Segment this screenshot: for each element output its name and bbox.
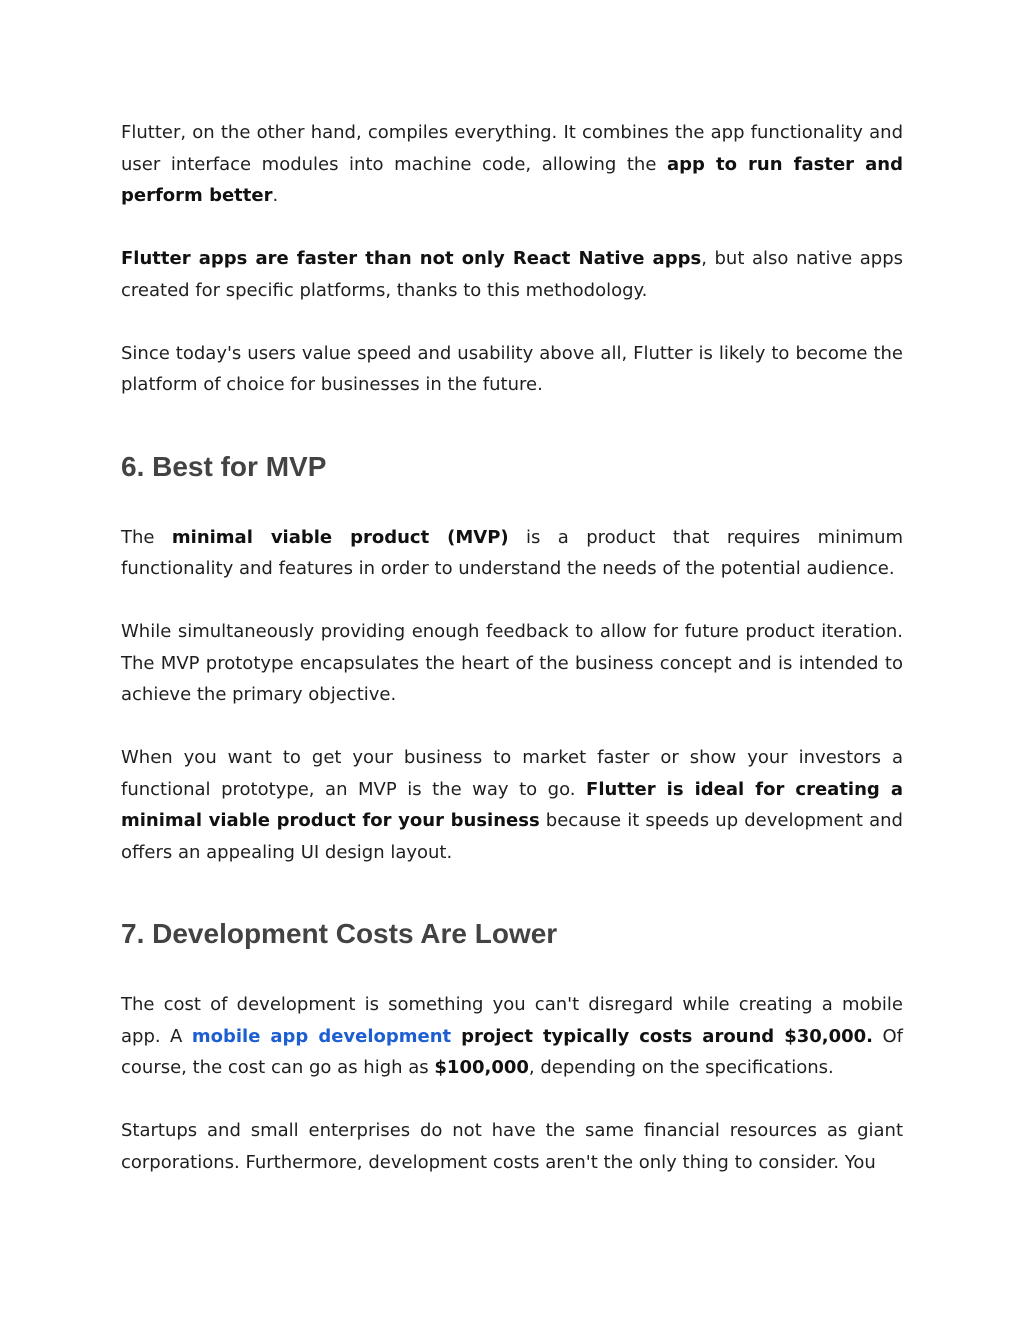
section-heading-development-costs: 7. Development Costs Are Lower: [121, 918, 558, 949]
paragraph-users-value-speed: [121, 338, 903, 401]
bold-text: project typically costs around $30,000.: [451, 1025, 874, 1047]
text: While simultaneously providing enough feedback to allow for future product iteration. The MVP prototype encapsulates the heart of the business concept and is intended to achieve the primary objective.: [121, 621, 903, 705]
text: Startups and small enterprises do not have the same financial resources as giant corporations. Furthermore, development costs aren't the only thing to consider. You: [121, 1120, 903, 1173]
bold-text: $100,000: [434, 1057, 529, 1078]
bold-text: app to run faster and perform better: [121, 153, 903, 206]
text: Of course, the cost can go as high as: [121, 1025, 903, 1078]
text: Flutter, on the other hand, compiles everything. It combines the app functionality and user interface modules into machine code, allowing the: [121, 122, 903, 175]
paragraph-mvp-feedback: [121, 616, 903, 711]
text: The cost of development is something you can't disregard while creating a mobile app. A: [121, 994, 903, 1047]
paragraph-flutter-faster: [121, 243, 903, 306]
text: because it speeds up development and offers an appealing UI design layout.: [121, 810, 903, 863]
bold-text: minimal viable product (MVP): [171, 526, 509, 548]
paragraph-startups: [121, 1115, 903, 1178]
document-page: [121, 117, 903, 1210]
bold-text: Flutter apps are faster than not only React Native apps: [121, 248, 702, 269]
text: .: [272, 185, 279, 206]
text: The: [121, 526, 172, 548]
paragraph-development-cost: [121, 989, 903, 1084]
paragraph-flutter-compiles: [121, 117, 903, 212]
section-heading-best-for-mvp: 6. Best for MVP: [121, 450, 327, 482]
paragraph-mvp-definition: [121, 522, 903, 585]
text: , depending on the specifications.: [528, 1057, 834, 1078]
paragraph-mvp-market: [121, 742, 903, 868]
bold-text: Flutter is ideal for creating a minimal viable product for your business: [121, 778, 903, 831]
text: When you want to get your business to market faster or show your investors a functional prototype, an MVP is the way to go.: [121, 747, 903, 800]
text: Since today's users value speed and usability above all, Flutter is likely to become the platform of choice for businesses in the future.: [121, 342, 903, 395]
text: , but also native apps created for specific platforms, thanks to this methodology.: [121, 248, 904, 301]
mobile-app-development-link[interactable]: mobile app development: [191, 1025, 452, 1047]
text: is a product that requires minimum functionality and features in order to understand the needs of the potential audience.: [121, 526, 904, 579]
